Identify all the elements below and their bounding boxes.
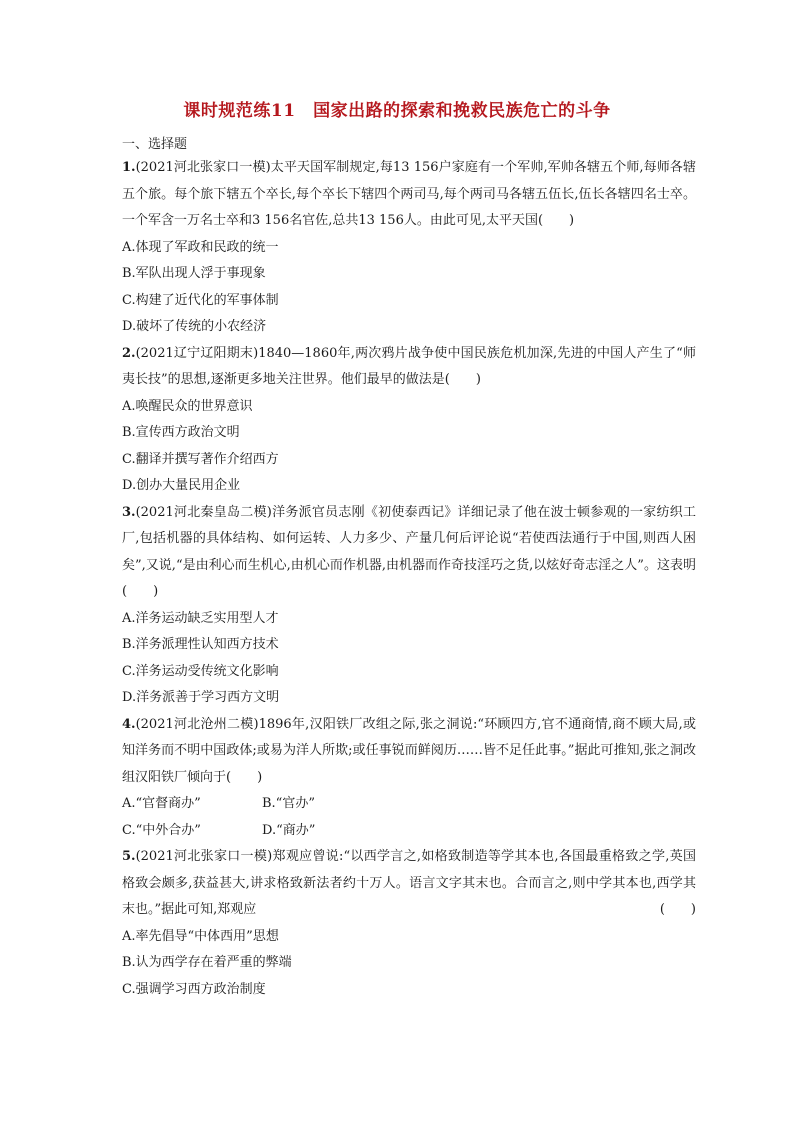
- question-number: 1.: [122, 160, 136, 175]
- option-c: C.翻译并撰写著作介绍西方: [122, 451, 279, 467]
- question-number: 2.: [122, 345, 136, 361]
- option-a: A.洋务运动缺乏实用型人才: [122, 610, 279, 626]
- question-4: [122, 712, 696, 845]
- option-a: A.体现了军政和民政的统一: [122, 239, 279, 255]
- question-5: [122, 844, 696, 1003]
- question-stem: (2021河北秦皇岛二模)洋务派官员志刚《初使泰西记》详细记录了他在波士顿参观的一家纺织工厂,包括机器的具体结构、如何运转、人力多少、产量几何后评论说“若使西法通行于中国,则西人困矣”,又说,“是由利心而生机心,由机心而作机器,由机器而作奇技淫巧之货,以炫好奇志淫之人”。这表明( ): [122, 504, 696, 599]
- question-1: [122, 155, 696, 341]
- option-c: C.构建了近代化的军事体制: [122, 292, 279, 308]
- question-stem: (2021河北张家口一模)太平天国军制规定,每13 156户家庭有一个军帅,军帅各辖五个师,每师各辖五个旅。每个旅下辖五个卒长,每个卒长下辖四个两司马,每个两司马各辖五伍长,伍长各辖四名士卒。一个军含一万名士卒和3 156名官佐,总共13 156人。由此可见,太平天国( ): [122, 160, 696, 228]
- question-stem: (2021河北张家口一模)郑观应曾说:“以西学言之,如格致制造等学其本也,各国最重格致之学,英国格致会颇多,获益甚大,讲求格致新法者约十万人。语言文字其末也。合而言之,则中学其本也,西学其末也。”据此可知,郑观应: [122, 849, 696, 917]
- option-b: B.军队出现人浮于事现象: [122, 266, 266, 281]
- option-d: D.破坏了传统的小农经济: [122, 319, 267, 334]
- option-b: B.认为西学存在着严重的弊端: [122, 955, 292, 970]
- section-heading: 一、选择题: [122, 137, 188, 152]
- option-c: C.“中外合办”: [122, 822, 201, 838]
- question-stem: (2021辽宁辽阳期末)1840—1860年,两次鸦片战争使中国民族危机加深,先进的中国人产生了“师夷长技”的思想,逐渐更多地关注世界。他们最早的做法是( ): [122, 345, 696, 387]
- option-c: C.强调学习西方政治制度: [122, 981, 266, 997]
- option-b: B.洋务派理性认知西方技术: [122, 637, 279, 652]
- option-a: A.唤醒民众的世界意识: [122, 398, 253, 414]
- question-3: [122, 500, 696, 712]
- question-stem: (2021河北沧州二模)1896年,汉阳铁厂改组之际,张之洞说:“环顾四方,官不通商情,商不顾大局,或知洋务而不明中国政体;或易为洋人所欺;或任事锐而鲜阅历……皆不足任此事。”据此可推知,张之洞改组汉阳铁厂倾向于( ): [122, 716, 696, 785]
- page-title: 课时规范练11 国家出路的探索和挽救民族危亡的斗争: [183, 101, 611, 121]
- answer-parentheses: ( ): [659, 902, 696, 917]
- question-number: 5.: [122, 849, 136, 864]
- option-a: A.率先倡导“中体西用”思想: [122, 928, 279, 944]
- option-d: D.洋务派善于学习西方文明: [122, 690, 280, 705]
- question-number: 3.: [122, 504, 136, 520]
- option-c: C.洋务运动受传统文化影响: [122, 663, 279, 679]
- question-2: [122, 341, 696, 500]
- option-b: B.宣传西方政治文明: [122, 425, 240, 440]
- option-d: D.创办大量民用企业: [122, 478, 241, 493]
- question-list: [122, 155, 696, 1003]
- option-a: A.“官督商办”: [122, 796, 201, 811]
- option-d: D.“商办”: [262, 822, 316, 838]
- option-b: B.“官办”: [262, 796, 315, 811]
- question-number: 4.: [122, 716, 136, 732]
